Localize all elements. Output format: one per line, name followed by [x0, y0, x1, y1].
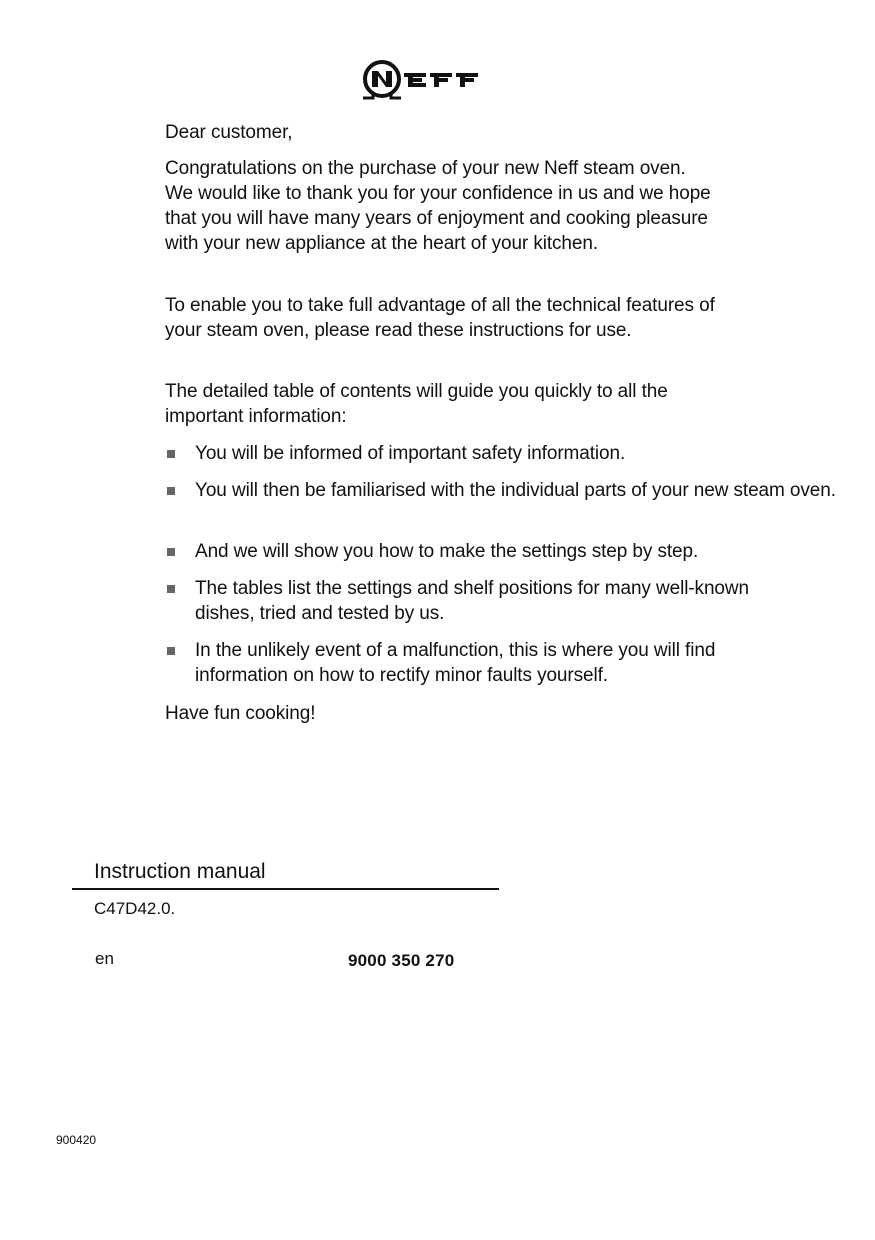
title-divider	[72, 888, 499, 890]
list-item-text: The tables list the settings and shelf positions for many well-known dishes, tried and tested by us.	[195, 578, 749, 624]
model-number: C47D42.0.	[94, 899, 176, 918]
bullet-square-icon	[167, 548, 175, 556]
list-item-text: You will be informed of important safety information.	[195, 443, 626, 464]
list-item-text: And we will show you how to make the settings step by step.	[195, 541, 699, 562]
neff-logo	[360, 58, 490, 102]
bullet-square-icon	[167, 487, 175, 495]
greeting: Dear customer,	[165, 122, 293, 143]
closing-line: Have fun cooking!	[165, 703, 316, 724]
list-item-text: In the unlikely event of a malfunction, this is where you will find information on how to rectify minor faults yourself.	[195, 640, 716, 686]
document-number: 9000 350 270	[348, 951, 455, 970]
contents-paragraph: The detailed table of contents will guide you quickly to all the important information:	[165, 381, 668, 427]
bullet-square-icon	[167, 450, 175, 458]
bullet-square-icon	[167, 585, 175, 593]
manual-title: Instruction manual	[94, 860, 266, 883]
bullet-square-icon	[167, 647, 175, 655]
language-code: en	[95, 949, 114, 968]
intro-paragraph: Congratulations on the purchase of your new Neff steam oven. We would like to thank you for your confidence in us and we hope that you will have many years of enjoyment and cooking pleasure with your new appliance at the heart of your kitchen.	[165, 158, 711, 254]
list-item-text: You will then be familiarised with the individual parts of your new steam oven.	[195, 480, 836, 501]
instructions-paragraph: To enable you to take full advantage of all the technical features of your steam oven, please read these instructions for use.	[165, 295, 715, 341]
print-code: 900420	[56, 1133, 97, 1147]
